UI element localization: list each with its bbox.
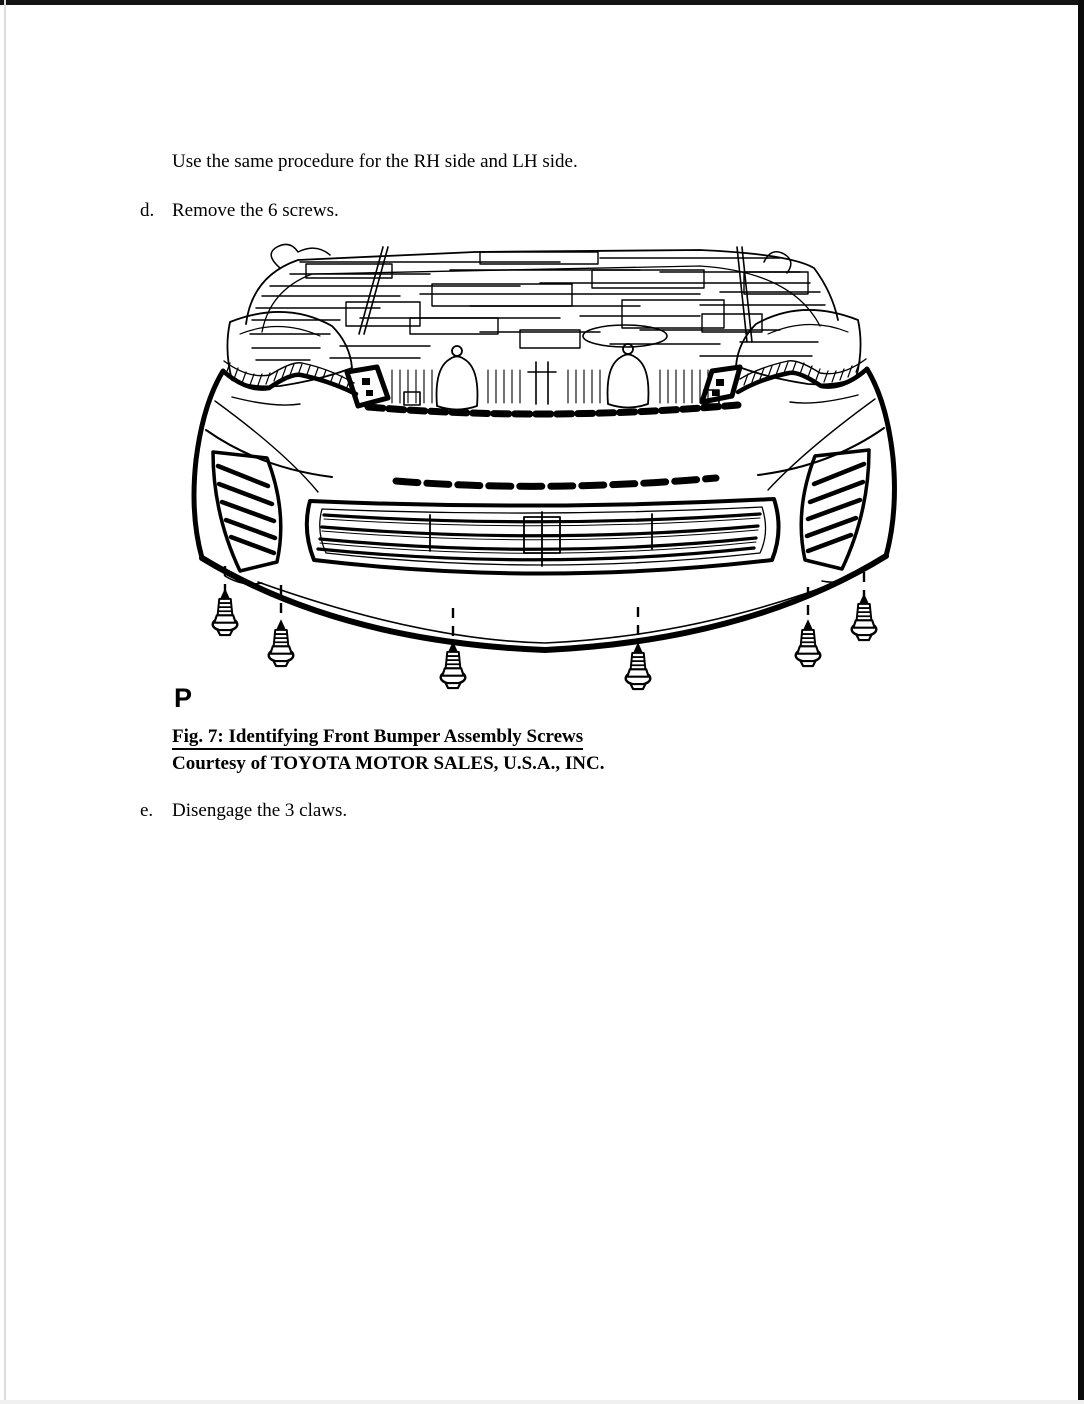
screw-5 <box>796 619 821 666</box>
bumper-diagram <box>180 240 910 710</box>
step-e-letter: e. <box>140 800 154 821</box>
bumper-brackets <box>347 367 740 406</box>
fog-vent-left <box>213 452 281 571</box>
intro-text: Use the same procedure for the RH side and LH side. <box>172 151 578 172</box>
upper-grille-slot <box>396 478 716 486</box>
step-d-text: Remove the 6 screws. <box>172 200 339 221</box>
page-bottom-border <box>0 1400 1084 1404</box>
lower-grille <box>307 499 779 574</box>
screw-6 <box>852 593 877 640</box>
screw-3 <box>441 641 466 688</box>
page-top-border <box>0 0 1084 5</box>
radiator-support-band <box>368 405 738 414</box>
fog-vent-right <box>801 450 869 569</box>
cowl-hatch-strips <box>223 359 867 394</box>
page-left-border <box>4 0 6 1404</box>
figure-caption-title-text: Fig. 7: Identifying Front Bumper Assembly Screws <box>172 726 583 750</box>
screw-4 <box>626 642 651 689</box>
step-d-letter: d. <box>140 200 155 221</box>
figure-caption-title <box>172 726 583 748</box>
screw-2 <box>269 619 294 666</box>
figure-marker: P <box>174 683 193 713</box>
figure-caption-credit: Courtesy of TOYOTA MOTOR SALES, U.S.A., INC. <box>172 753 605 774</box>
page-right-border <box>1078 0 1084 1404</box>
step-e-text: Disengage the 3 claws. <box>172 800 348 821</box>
screw-1 <box>213 588 238 635</box>
figure-7 <box>180 240 910 710</box>
screw-leader-lines <box>225 566 864 643</box>
